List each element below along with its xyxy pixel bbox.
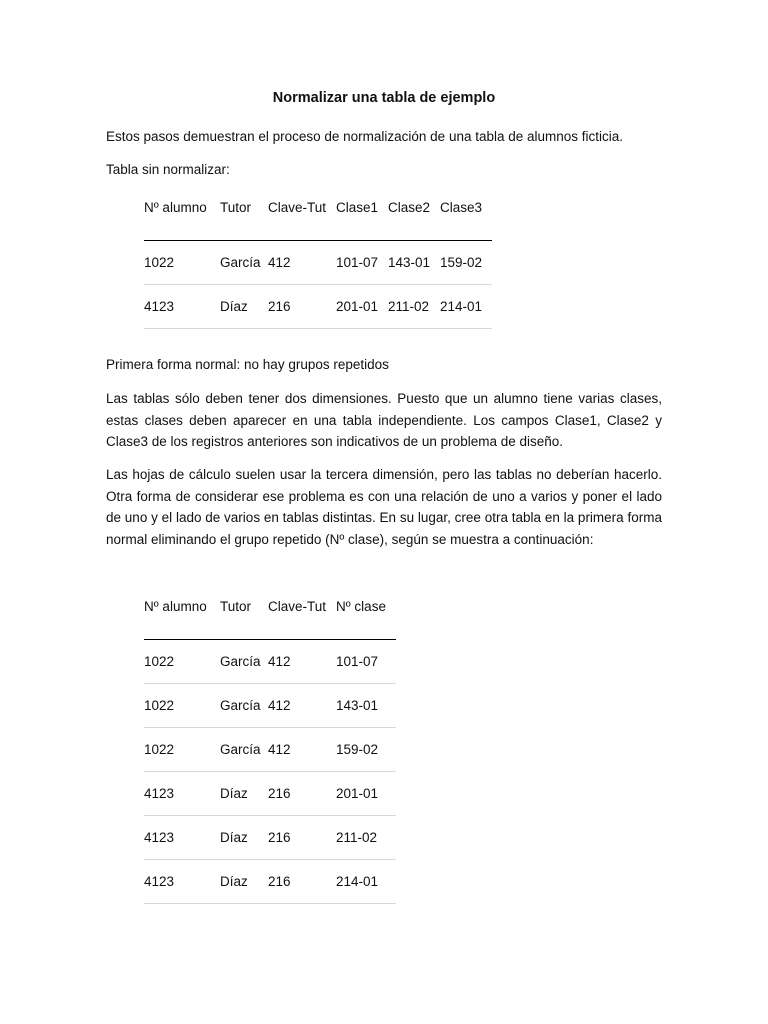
document-title: Normalizar una tabla de ejemplo (272, 90, 496, 106)
table-cell: 1022 (144, 640, 220, 684)
table-cell: 214-01 (440, 285, 492, 329)
column-header: Clase2 (388, 192, 440, 241)
table-cell: 216 (268, 860, 336, 904)
table-row (144, 684, 396, 728)
table-header-row (144, 192, 492, 241)
table-cell: 101-07 (336, 640, 396, 684)
table-cell: 143-01 (388, 241, 440, 285)
column-header: Tutor (220, 591, 268, 640)
paragraph-dimensions: Las tablas sólo deben tener dos dimensiones. Puesto que un alumno tiene varias clases, estas clases deben aparecer en una tabla independiente. Los campos Clase1, Clase2 y Clase3 de los registros anteriores son indicativos de un problema de diseño. (106, 391, 662, 449)
table-cell: 1022 (144, 728, 220, 772)
paragraph-spreadsheets: Las hojas de cálculo suelen usar la tercera dimensión, pero las tablas no deberían hacerlo. Otra forma de considerar ese problema es con una relación de uno a varios y poner el lado de uno y el lado de varios en tablas distintas. En su lugar, cree otra tabla en la primera forma normal eliminando el grupo repetido (Nº clase), según se muestra a continuación: (106, 467, 662, 547)
table-cell: 412 (268, 684, 336, 728)
table-row (144, 860, 396, 904)
column-header: Clase3 (440, 192, 492, 241)
table-cell: 1022 (144, 241, 220, 285)
table-cell: 4123 (144, 816, 220, 860)
table-row (144, 816, 396, 860)
table-cell: 211-02 (336, 816, 396, 860)
table-cell: 412 (268, 640, 336, 684)
table-cell: 4123 (144, 860, 220, 904)
column-header: Clase1 (336, 192, 388, 241)
table-cell: Díaz (220, 772, 268, 816)
table-cell: 143-01 (336, 684, 396, 728)
table-cell: García (220, 241, 268, 285)
table-cell: 4123 (144, 772, 220, 816)
table-cell: 216 (268, 772, 336, 816)
unnormalized-table (144, 192, 492, 329)
table-row (144, 772, 396, 816)
table-cell: 214-01 (336, 860, 396, 904)
table-row (144, 728, 396, 772)
table-cell: 216 (268, 816, 336, 860)
column-header: Clave-Tut (268, 192, 336, 241)
column-header: Clave-Tut (268, 591, 336, 640)
table-cell: 159-02 (440, 241, 492, 285)
first-normal-form-table (144, 591, 396, 904)
table-cell: 159-02 (336, 728, 396, 772)
table-cell: 211-02 (388, 285, 440, 329)
column-header: Nº alumno (144, 591, 220, 640)
table-row (144, 640, 396, 684)
table-cell: 412 (268, 728, 336, 772)
table-cell: García (220, 728, 268, 772)
table-cell: 1022 (144, 684, 220, 728)
table-cell: Díaz (220, 860, 268, 904)
intro-paragraph: Estos pasos demuestran el proceso de normalización de una tabla de alumnos ficticia. (106, 129, 624, 144)
table-cell: 216 (268, 285, 336, 329)
table-cell: García (220, 640, 268, 684)
table-cell: García (220, 684, 268, 728)
table-cell: 4123 (144, 285, 220, 329)
column-header: Tutor (220, 192, 268, 241)
table-row (144, 241, 492, 285)
table-row (144, 285, 492, 329)
section-heading: Primera forma normal: no hay grupos repetidos (106, 357, 389, 372)
table-cell: 201-01 (336, 772, 396, 816)
table-cell: 412 (268, 241, 336, 285)
column-header: Nº clase (336, 591, 396, 640)
column-header: Nº alumno (144, 192, 220, 241)
table1-caption: Tabla sin normalizar: (106, 162, 230, 177)
table-cell: Díaz (220, 816, 268, 860)
table-cell: 101-07 (336, 241, 388, 285)
table-header-row (144, 591, 396, 640)
table-cell: 201-01 (336, 285, 388, 329)
table-cell: Díaz (220, 285, 268, 329)
